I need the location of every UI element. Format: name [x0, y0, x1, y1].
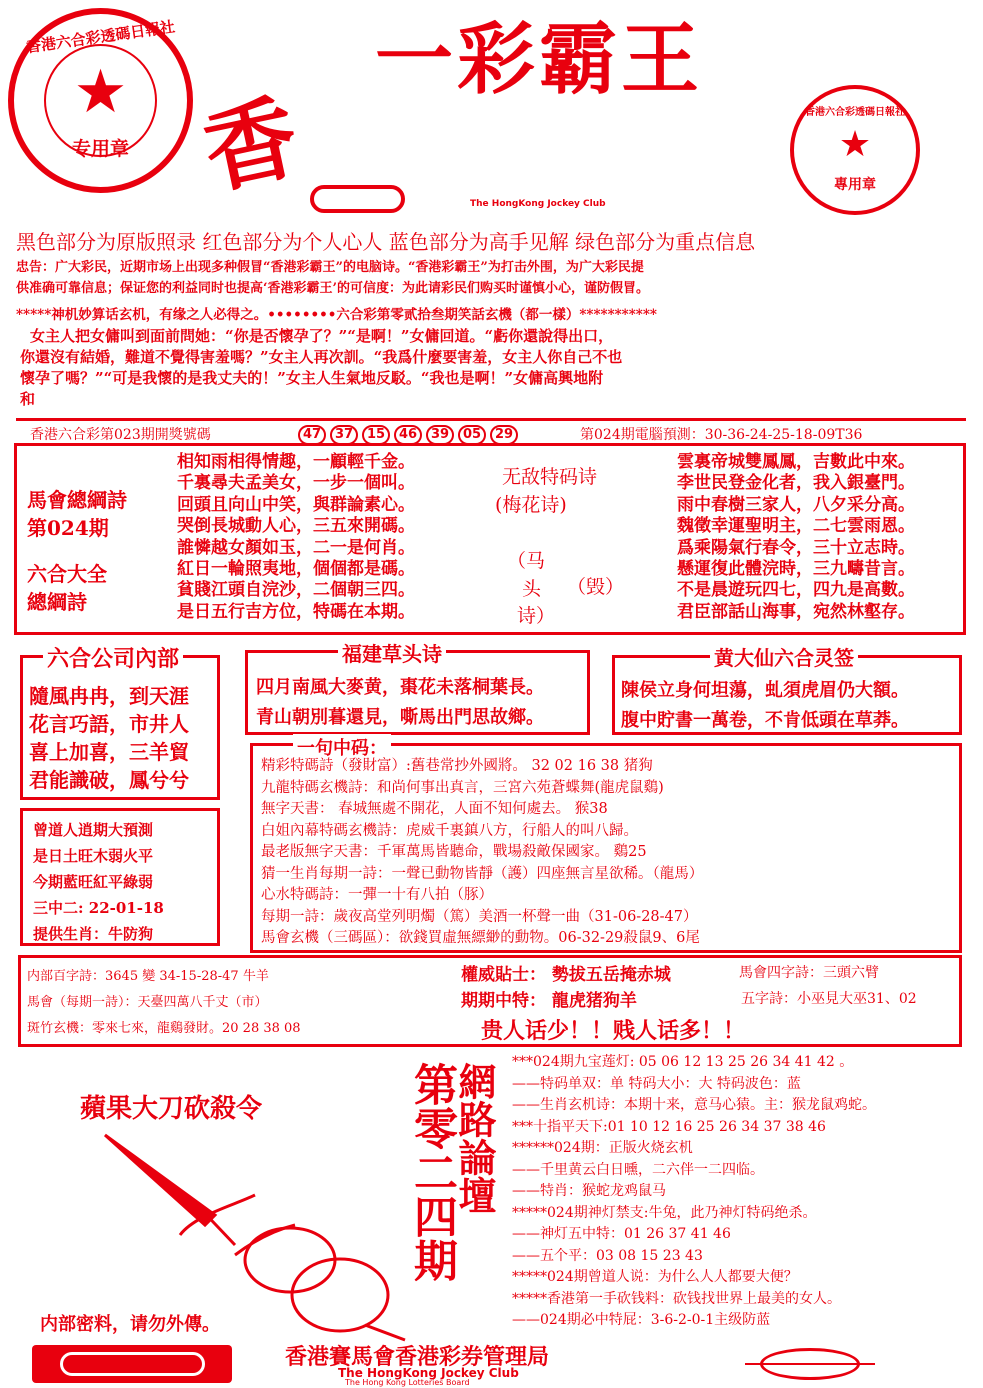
verse-line: 回頭且向山中笑，與群論素心。 [177, 494, 415, 515]
one-sentence-line: 九龍特碼玄機詩：和尚何事出真言，三宮六苑蒼蝶舞(龍虎鼠鷄) [261, 779, 664, 796]
one-sentence-title: 一句中码： [293, 734, 391, 760]
fujian-title: 福建草头诗 [338, 638, 446, 667]
verse-line: 相知雨相得情趣，一顧輕千金。 [177, 452, 415, 472]
fujian-box [245, 642, 590, 735]
company-line: 君能識破，鳳兮兮 [29, 768, 189, 792]
stamp-right-ring-text: 香港六合彩透碼日報社 [805, 107, 905, 118]
one-sentence-line: 最老版無字天書：千軍萬馬皆聽命，戰場殺敵保國家。 鷄25 [261, 844, 647, 860]
zeng-line: 提供生肖：牛防狗 [33, 925, 154, 943]
color-legend: 黑色部分为原版照录 红色部分为个人心人 蓝色部分为高手见解 绿色部分为重点信息 [16, 230, 756, 254]
poem-box [14, 443, 966, 635]
company-line: 花言巧語，市井人 [29, 712, 189, 736]
fujian-line-1: 四月南風大麥黄，棗花未落桐葉長。 [256, 677, 544, 698]
verse-line: 是日五行吉方位，特碼在本期。 [177, 601, 415, 622]
result-ball: 39 [426, 425, 454, 445]
results-divider [16, 418, 966, 421]
one-sentence-box [250, 738, 962, 953]
zeng-line: 是日土旺木弱火平 [33, 847, 154, 865]
result-ball: 15 [362, 425, 390, 445]
results-numbers [298, 423, 522, 445]
forum-vertical-2: 網路論壇 [452, 1062, 497, 1214]
result-ball: 05 [458, 425, 486, 445]
riddle-line-2: 你還沒有結婚，難道不覺得害羞嗎？”女主人再次訓。“我爲什麼要害羞，女主人你自己不也 [20, 348, 623, 366]
verse-line: 哭倒長城動人心，三五來開碼。 [177, 516, 415, 537]
company-lines [29, 682, 189, 794]
zeng-box [20, 808, 220, 946]
tips-box [18, 955, 962, 1047]
apple-footer: 内部密料，请勿外傳。 [40, 1314, 220, 1335]
one-sentence-lines [261, 756, 703, 950]
forum-line: ******024期：正版火烧玄机 [512, 1140, 693, 1156]
forum-line: *****024期曾道人说：为什么人人都要大便？ [512, 1269, 798, 1285]
forum-line: ——024期必中特屁：3-6-2-0-1主级防蓝 [512, 1312, 771, 1328]
verse-line: 雨中春樹三家人，八夕采分高。 [677, 494, 915, 515]
one-sentence-line: 每期一詩：歲夜高堂列明燭（篤）美酒一杯聲一曲（31-06-28-47） [261, 908, 698, 925]
verse-line: 千裏尋夫孟美女，一步一個叫。 [177, 473, 415, 494]
riddle-line-3: 懷孕了嗎？”“可是我懷的是我丈夫的！”女主人生氣地反駁。“我也是啊！”女傭高興地附 [20, 369, 604, 387]
stamp-left-center: 专用章 [71, 138, 129, 160]
verse-line: 紅日一輪照夷地，個個都是碼。 [177, 559, 415, 580]
footer-ornament-right-line [745, 1363, 875, 1365]
company-line: 隨風冉冉，到天涯 [29, 684, 189, 708]
page-title: 一彩霸王 [375, 14, 704, 105]
center-title-1: 无敌特码诗 [502, 466, 598, 488]
center-note-3: （毁） [567, 576, 625, 598]
one-sentence-line: 心水特碼詩：一彈一十有八拍（豚） [261, 887, 493, 903]
notice-line-2: 供准确可靠信息；保证您的利益同时也提高‘香港彩霸王’的可信度：为此请彩民们购买时谨慎小心，谨防假冒。 [16, 281, 650, 296]
tips-authority: 權威貼士： 勢拔五岳掩赤城 [461, 965, 671, 985]
stamp-right-center: 專用章 [834, 177, 876, 193]
tips-left-line: 内部百字詩：3645 變 34-15-28-47 牛羊 [27, 969, 269, 984]
title-ornament [310, 185, 405, 213]
verse-line: 雲裏帝城雙鳳鳳，吉數此中來。 [677, 452, 915, 472]
riddle-line-1: 女主人把女傭叫到面前問她：“你是否懷孕了？”“是啊！”女傭回道。“虧你還說得出口， [30, 327, 614, 345]
forum-line: ——特码单双：单 特码大小：大 特码波色：蓝 [512, 1075, 801, 1092]
apple-title: 蘋果大刀砍殺令 [80, 1094, 263, 1124]
results-prediction: 第024期電腦預測：30-36-24-25-18-09T36 [580, 427, 863, 443]
forum-line: *****024期神灯禁支:牛兔，此乃神灯特码绝杀。 [512, 1204, 817, 1221]
poem-left-title-2: 第024期 [27, 516, 109, 540]
stamp-right [790, 85, 920, 215]
wong-line-1: 陳侯立身何坦蕩，虬須虎眉仍大額。 [621, 680, 909, 701]
results-label: 香港六合彩第023期開獎號碼 [30, 427, 211, 443]
wong-box [612, 646, 962, 735]
tips-each-period: 期期中特： 龍虎猪狗羊 [461, 991, 637, 1011]
verse-line: 爲乘陽氣行春令，三十立志時。 [677, 537, 915, 558]
stamp-left-ring-text: 香港六合彩透碼日報社 [25, 17, 177, 57]
stamp-left [8, 8, 193, 193]
poem-verses-left [177, 452, 415, 623]
poem-left-title-3: 六合大全 [27, 562, 107, 586]
tips-five-char: 五字詩：小巫見大巫31、02 [741, 991, 917, 1007]
one-sentence-line: 精彩特碼詩（發財富）:舊巷常抄外國將。 32 02 16 38 猪狗 [261, 758, 653, 774]
forum-line: ——生肖玄机诗：本期十来，意马心猿。主：猴龙鼠鸡蛇。 [512, 1097, 876, 1113]
zeng-title: 曾道人逍期大預測 [33, 821, 154, 839]
star-icon: ★ [73, 57, 128, 127]
star-icon: ★ [838, 124, 872, 165]
forum-line: ***十指平天下:01 10 12 16 25 26 34 37 38 46 [512, 1118, 826, 1135]
verse-line: 懸運復此體浣時，三九疇昔言。 [677, 559, 915, 580]
result-ball: 29 [490, 425, 518, 445]
forum-line: ——神灯五中特：01 26 37 41 46 [512, 1226, 731, 1242]
jockey-club-en-header: The HongKong Jockey Club [470, 199, 606, 209]
riddle-line-4: 和 [20, 390, 36, 408]
verse-line: 貧賤江頭自浣沙，二個朝三四。 [177, 580, 415, 601]
center-note-4: 诗） [517, 605, 556, 627]
verse-line: 不是晨遊玩四七，四九是高數。 [677, 580, 915, 601]
footer-cn: 香港賽馬會香港彩券管理局 [285, 1344, 550, 1370]
one-sentence-line: 白姐內幕特碼玄機詩：虎威千裏鎮八方，行船人的叫八歸。 [261, 822, 638, 839]
forum-line: ——千里黄云白日曛，二六伴一二四临。 [512, 1161, 764, 1178]
poem-left-title-1: 馬會總綱詩 [27, 488, 127, 512]
result-ball: 37 [330, 425, 358, 445]
one-sentence-line: 無字天書： 春城無處不開花，人面不知何處去。 猴38 [261, 801, 608, 817]
fujian-line-2: 青山朝別暮還見，嘶馬出門思故鄉。 [256, 707, 544, 728]
center-title-2: (梅花诗) [495, 494, 567, 516]
wong-line-2: 腹中貯書一萬卷，不肯低頭在草莽。 [621, 710, 909, 731]
one-sentence-line: 猜一生肖每期一詩：一聲已動物皆靜（護）四座無言星欲稀。（龍馬） [261, 865, 704, 882]
footer-ornament-left-inner [60, 1352, 205, 1376]
zeng-lines [33, 817, 164, 947]
title-prefix: 香 [194, 82, 308, 208]
footer-en-1: The HongKong Jockey Club [338, 1366, 519, 1380]
result-ball: 46 [394, 425, 422, 445]
company-box [20, 646, 220, 800]
forum-line: ***024期九宝莲灯: 05 06 12 13 25 26 34 41 42 。 [512, 1054, 854, 1070]
poem-left-title-4: 總綱詩 [27, 590, 87, 614]
tips-left [27, 964, 301, 1042]
center-note-1: （马 [507, 550, 546, 572]
tips-left-line: 馬會（每期一詩）：天臺四萬八千丈（市） [27, 995, 268, 1010]
tips-slogan: 贵人话少！！贱人话多！！ [481, 1018, 746, 1044]
forum-line: ——五个平：03 08 15 23 43 [512, 1247, 703, 1264]
center-note-2: 头 [522, 578, 542, 600]
forum-lines [512, 1052, 876, 1332]
verse-line: 魏徵幸運聖明主，二七雲雨恩。 [677, 516, 915, 537]
riddle-heading: *****神机妙算话玄机，有缘之人必得之。••••••••六合彩第零贰拾叁期笑話玄機（都一樣）*********** [16, 307, 657, 323]
verse-line: 誰憐越女顏如玉，二一是何肖。 [177, 537, 415, 558]
company-line: 喜上加喜，三羊貿 [29, 740, 189, 764]
notice-line-1: 忠告：广大彩民，近期市场上出现多种假冒“香港彩霸王”的电脑诗。“香港彩霸王”为打击外围，为广大彩民提 [16, 260, 644, 275]
result-ball: 47 [298, 425, 326, 445]
tips-four-char: 馬會四字詩：三頭六臂 [739, 965, 879, 981]
poem-verses-right [677, 452, 915, 623]
forum-vertical-1: 第零二四期 [406, 1062, 457, 1282]
verse-line: 君臣部話山海事，宛然林壑存。 [677, 601, 915, 622]
forum-line: *****香港第一手砍钱料：砍钱找世界上最美的女人。 [512, 1290, 841, 1307]
wong-title: 黄大仙六合灵签 [710, 642, 858, 671]
zeng-line: 今期藍旺紅平綠弱 [33, 873, 154, 891]
footer-en-2: The Hong Kong Lotteries Board [345, 1378, 470, 1387]
verse-line: 李世民登金化者，我入銀臺門。 [677, 473, 915, 494]
forum-line: ——特肖：猴蛇龙鸡鼠马 [512, 1183, 666, 1199]
tips-left-line: 斑竹玄機：零來七來，龍鷄發財。20 28 38 08 [27, 1021, 301, 1036]
one-sentence-line: 馬會玄機（三碼區）：欲錢買虛無縹緲的動物。06-32-29殺鼠9、6尾 [261, 930, 700, 946]
zeng-line: 三中二: 22-01-18 [33, 899, 164, 917]
company-title: 六合公司內部 [43, 642, 183, 673]
